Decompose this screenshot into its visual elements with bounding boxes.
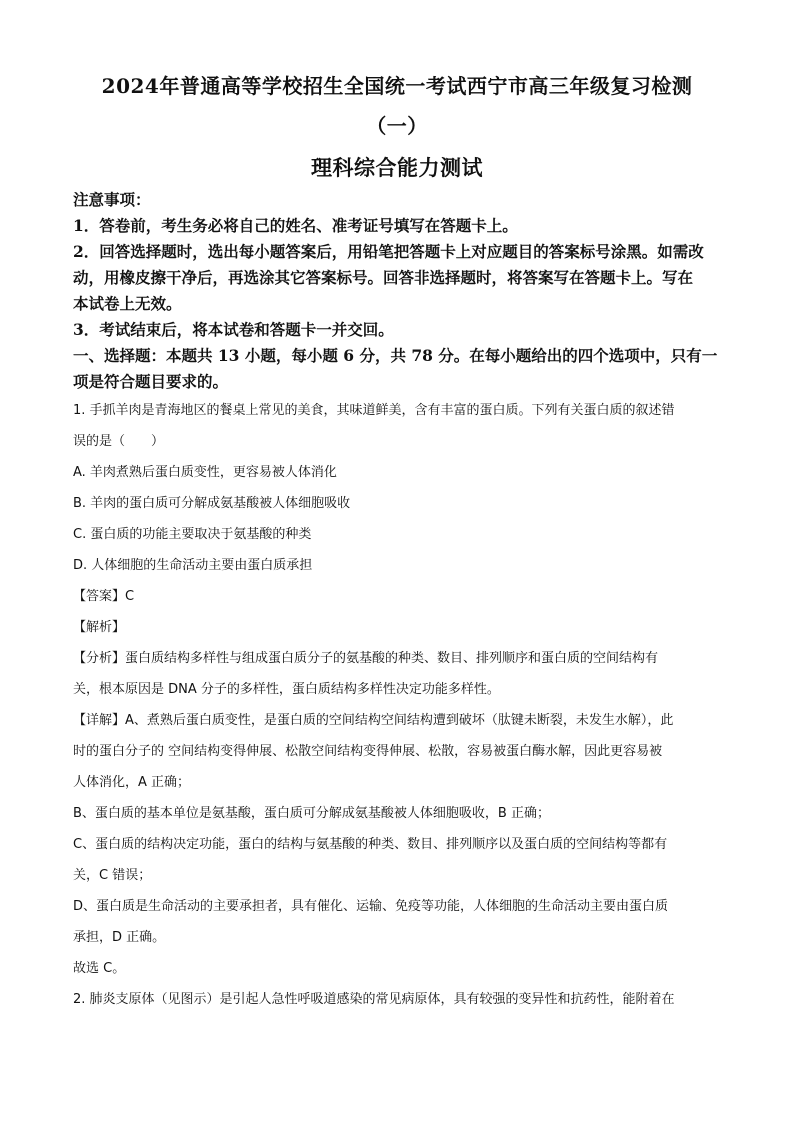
q1-detail-c-line1: C、蛋白质的结构决定功能，蛋白的结构与氨基酸的种类、数目、排列顺序以及蛋白质的空间结构等都有 <box>73 837 668 852</box>
q1-conclusion: 故选 C。 <box>73 961 126 976</box>
q1-analysis-line2: 关，根本原因是 DNA 分子的多样性，蛋白质结构多样性决定功能多样性。 <box>73 682 500 697</box>
q1-stem-line1: 1. 手抓羊肉是青海地区的餐桌上常见的美食，其味道鲜美，含有丰富的蛋白质。下列有关蛋白质的叙述错 <box>73 403 675 418</box>
q2-stem-line1: 2. 肺炎支原体（见图示）是引起人急性呼吸道感染的常见病原体，具有较强的变异性和抗药性，能附着在 <box>73 992 675 1007</box>
q1-option-c: C. 蛋白质的功能主要取决于氨基酸的种类 <box>73 527 312 542</box>
q1-analysis-heading: 【解析】 <box>73 620 126 635</box>
q1-detail-line1: 【详解】A、煮熟后蛋白质变性，是蛋白质的空间结构空间结构遭到破坏（肽键未断裂，未发生水解），此 <box>73 713 674 728</box>
q1-option-b: B. 羊肉的蛋白质可分解成氨基酸被人体细胞吸收 <box>73 496 351 511</box>
section-heading-line2: 项是符合题目要求的。 <box>73 372 229 391</box>
q1-detail-d-line1: D、蛋白质是生命活动的主要承担者，具有催化、运输、免疫等功能，人体细胞的生命活动主要由蛋白质 <box>73 899 669 914</box>
q1-detail-d-line2: 承担，D 正确。 <box>73 930 166 945</box>
q1-detail-line3: 人体消化，A 正确； <box>73 775 191 790</box>
exam-title-line2: （一） <box>366 114 428 138</box>
q1-detail-c-line2: 关，C 错误； <box>73 868 152 883</box>
notice-item-2-line2: 动，用橡皮擦干净后，再选涂其它答案标号。回答非选择题时，将答案写在答题卡上。写在 <box>73 268 694 287</box>
exam-subtitle: 理科综合能力测试 <box>311 155 483 180</box>
q1-analysis-line1: 【分析】蛋白质结构多样性与组成蛋白质分子的氨基酸的种类、数目、排列顺序和蛋白质的空间结构有 <box>73 651 659 666</box>
q1-option-d: D. 人体细胞的生命活动主要由蛋白质承担 <box>73 558 313 573</box>
exam-title-line1: 2024年普通高等学校招生全国统一考试西宁市高三年级复习检测 <box>101 74 693 98</box>
q1-stem-line2: 误的是（ ） <box>73 434 165 449</box>
q1-detail-b: B、蛋白质的基本单位是氨基酸，蛋白质可分解成氨基酸被人体细胞吸收，B 正确； <box>73 806 550 821</box>
notice-item-2-line3: 本试卷上无效。 <box>73 294 182 313</box>
q1-detail-line2: 时的蛋白分子的 空间结构变得伸展、松散空间结构变得伸展、松散，容易被蛋白酶水解，因此更容易被 <box>73 744 663 759</box>
q1-option-a: A. 羊肉煮熟后蛋白质变性，更容易被人体消化 <box>73 465 337 480</box>
exam-body <box>73 187 725 1015</box>
section-heading-line1: 一、选择题：本题共 13 小题，每小题 6 分，共 78 分。在每小题给出的四个选项中，只有一 <box>73 346 718 365</box>
notice-item-2-line1: 2．回答选择题时，选出每小题答案后，用铅笔把答题卡上对应题目的答案标号涂黑。如需改 <box>73 242 704 261</box>
notice-heading: 注意事项： <box>73 190 151 209</box>
notice-item-1: 1．答卷前，考生务必将自己的姓名、准考证号填写在答题卡上。 <box>73 216 518 235</box>
q1-answer: 【答案】C <box>73 589 135 604</box>
notice-item-3: 3．考试结束后，将本试卷和答题卡一并交回。 <box>73 320 394 339</box>
